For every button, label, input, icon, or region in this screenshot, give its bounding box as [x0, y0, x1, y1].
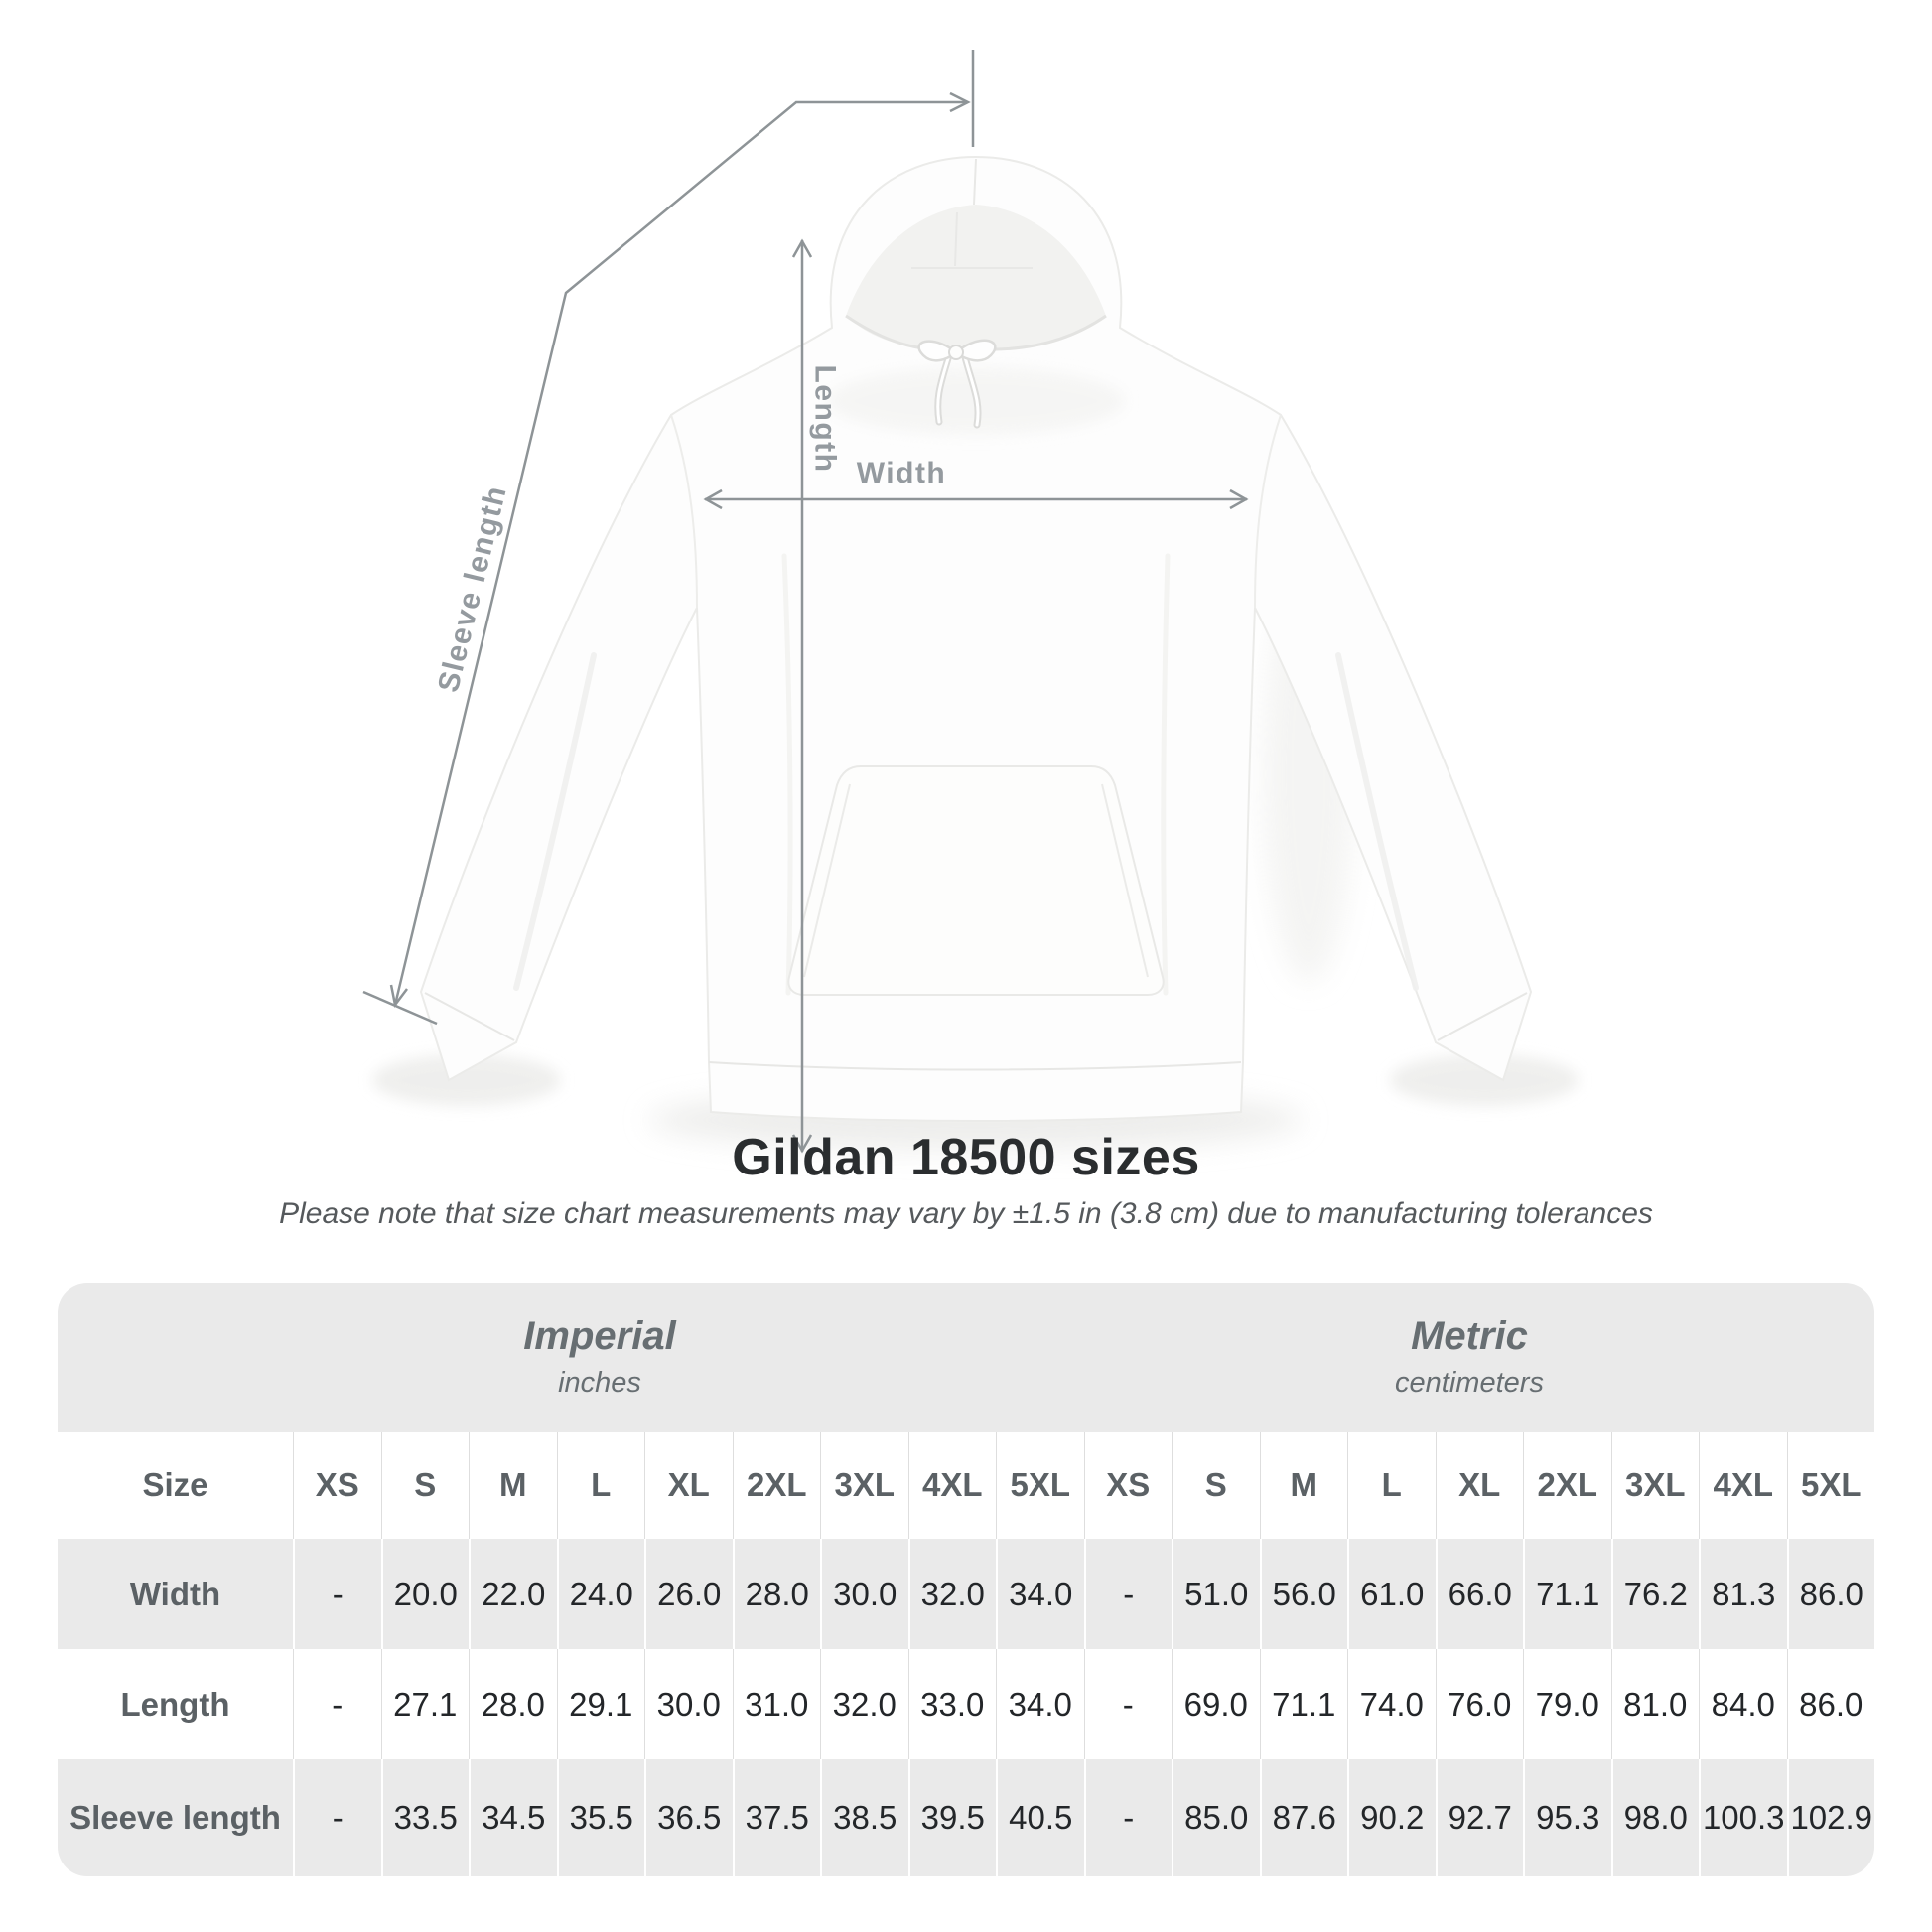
- table-cell: -: [1084, 1539, 1173, 1649]
- table-cell: 90.2: [1347, 1759, 1436, 1876]
- width-measure-label: Width: [856, 457, 947, 489]
- table-cell: 92.7: [1436, 1759, 1524, 1876]
- table-cell: 30.0: [644, 1649, 733, 1759]
- column-header: 4XL: [1699, 1432, 1787, 1539]
- column-header: 5XL: [996, 1432, 1084, 1539]
- table-cell: 100.3: [1699, 1759, 1787, 1876]
- table-cell: 22.0: [469, 1539, 557, 1649]
- table-cell: 32.0: [908, 1539, 997, 1649]
- table-cell: 36.5: [644, 1759, 733, 1876]
- kangaroo-pocket: [788, 766, 1163, 995]
- table-cell: 27.1: [381, 1649, 470, 1759]
- table-cell: 33.0: [908, 1649, 997, 1759]
- column-header: 5XL: [1787, 1432, 1875, 1539]
- table-cell: 30.0: [820, 1539, 908, 1649]
- column-header: 2XL: [1523, 1432, 1611, 1539]
- table-cell: 31.0: [733, 1649, 821, 1759]
- table-cell: 66.0: [1436, 1539, 1524, 1649]
- column-header: S: [1172, 1432, 1260, 1539]
- table-cell: 71.1: [1260, 1649, 1348, 1759]
- page-title: Gildan 18500 sizes: [732, 1129, 1200, 1186]
- page-subtitle: Please note that size chart measurements may vary by ±1.5 in (3.8 cm) due to manufacturing tolerances: [279, 1197, 1653, 1230]
- table-cell: 74.0: [1347, 1649, 1436, 1759]
- table-cell: 81.3: [1699, 1539, 1787, 1649]
- table-cell: 32.0: [820, 1649, 908, 1759]
- table-cell: 76.2: [1611, 1539, 1700, 1649]
- table-cell: 87.6: [1260, 1759, 1348, 1876]
- imperial-label: Imperial: [523, 1314, 676, 1358]
- column-header: 4XL: [908, 1432, 997, 1539]
- table-cell: 35.5: [557, 1759, 645, 1876]
- table-cell: 33.5: [381, 1759, 470, 1876]
- table-cell: 61.0: [1347, 1539, 1436, 1649]
- column-header: XL: [644, 1432, 733, 1539]
- table-cell: 28.0: [469, 1649, 557, 1759]
- table-cell: 39.5: [908, 1759, 997, 1876]
- table-cell: 84.0: [1699, 1649, 1787, 1759]
- table-cell: 40.5: [996, 1759, 1084, 1876]
- table-cell: 102.9: [1787, 1759, 1875, 1876]
- size-table: [58, 1283, 1874, 1876]
- hoodie-illustration: [421, 157, 1531, 1121]
- table-cell: 98.0: [1611, 1759, 1700, 1876]
- table-cell: 85.0: [1172, 1759, 1260, 1876]
- table-cell: 51.0: [1172, 1539, 1260, 1649]
- metric-label: Metric: [1411, 1314, 1528, 1358]
- imperial-unit: inches: [558, 1367, 641, 1399]
- table-cell: 76.0: [1436, 1649, 1524, 1759]
- table-cell: 95.3: [1523, 1759, 1611, 1876]
- row-label: Width: [129, 1575, 221, 1612]
- table-cell: 81.0: [1611, 1649, 1700, 1759]
- table-cell: 34.0: [996, 1649, 1084, 1759]
- table-cell: 28.0: [733, 1539, 821, 1649]
- table-cell: 69.0: [1172, 1649, 1260, 1759]
- table-row-width: [58, 1539, 1874, 1649]
- column-header: M: [1260, 1432, 1348, 1539]
- row-label: Sleeve length: [69, 1799, 281, 1836]
- imperial-group-header: [523, 1283, 675, 1432]
- table-row-sleeve-length: [58, 1759, 1874, 1876]
- table-cell: 34.0: [996, 1539, 1084, 1649]
- table-cell: -: [1084, 1759, 1173, 1876]
- table-cell: 37.5: [733, 1759, 821, 1876]
- table-cell: -: [293, 1649, 381, 1759]
- length-measure-label: Length: [808, 364, 842, 474]
- table-cell: -: [293, 1759, 381, 1876]
- column-header: L: [1347, 1432, 1436, 1539]
- column-header: L: [557, 1432, 645, 1539]
- table-cell: 20.0: [381, 1539, 470, 1649]
- table-cell: 71.1: [1523, 1539, 1611, 1649]
- column-header: XS: [293, 1432, 381, 1539]
- table-cell: 29.1: [557, 1649, 645, 1759]
- table-cell: 26.0: [644, 1539, 733, 1649]
- table-cell: 38.5: [820, 1759, 908, 1876]
- table-cell: -: [293, 1539, 381, 1649]
- column-header: M: [469, 1432, 557, 1539]
- column-header: 2XL: [733, 1432, 821, 1539]
- table-cell: -: [1084, 1649, 1173, 1759]
- row-label: Length: [120, 1685, 230, 1723]
- table-cell: 34.5: [469, 1759, 557, 1876]
- column-header-row: [58, 1432, 1874, 1539]
- unit-group-header-row: [58, 1283, 1874, 1432]
- column-header: XL: [1436, 1432, 1524, 1539]
- table-cell: 56.0: [1260, 1539, 1348, 1649]
- size-column-header: Size: [142, 1466, 208, 1503]
- sleeve-length-measure-label: Sleeve length: [432, 482, 513, 696]
- column-header: 3XL: [820, 1432, 908, 1539]
- column-header: S: [381, 1432, 470, 1539]
- column-header: 3XL: [1611, 1432, 1700, 1539]
- table-cell: 24.0: [557, 1539, 645, 1649]
- column-header: XS: [1084, 1432, 1173, 1539]
- table-row-length: [58, 1649, 1874, 1759]
- metric-group-header: [1395, 1283, 1544, 1432]
- table-cell: 86.0: [1787, 1649, 1875, 1759]
- metric-unit: centimeters: [1395, 1367, 1544, 1399]
- table-cell: 86.0: [1787, 1539, 1875, 1649]
- table-cell: 79.0: [1523, 1649, 1611, 1759]
